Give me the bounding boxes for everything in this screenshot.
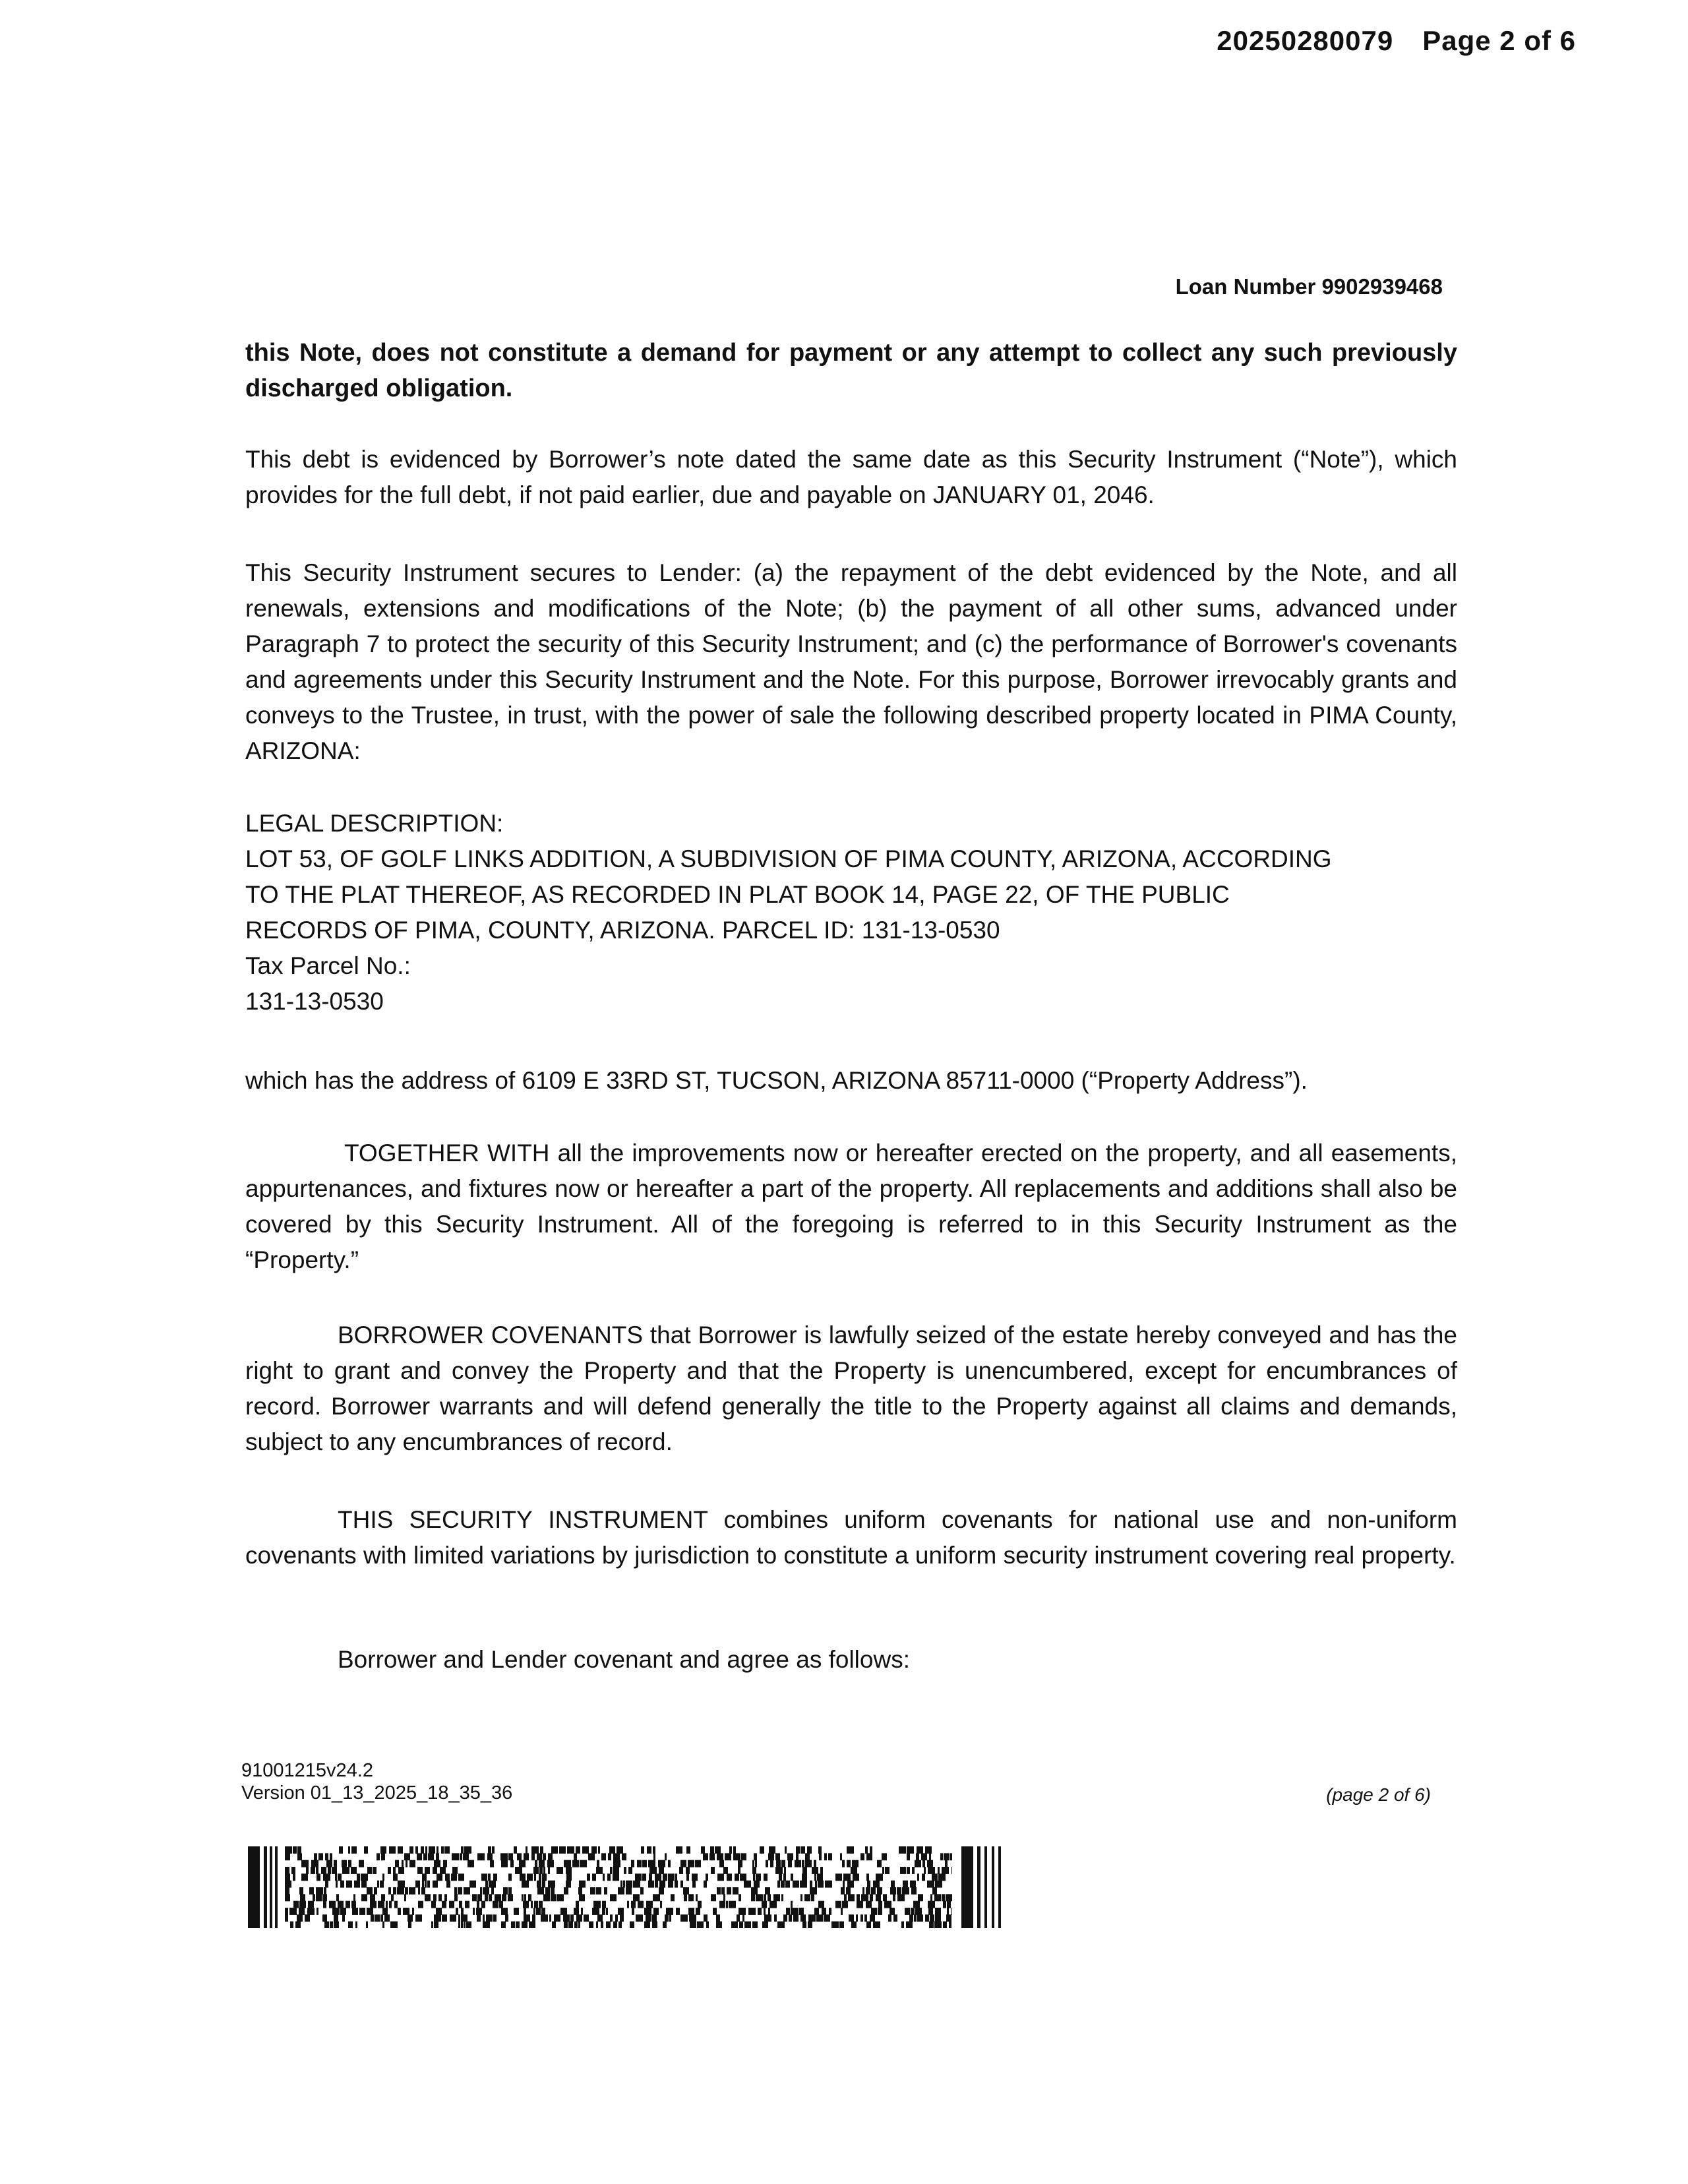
recording-number: 20250280079 <box>1217 25 1394 56</box>
legal-description-line: LOT 53, OF GOLF LINKS ADDITION, A SUBDIVISION OF PIMA COUNTY, ARIZONA, ACCORDING <box>245 845 1332 872</box>
tax-parcel-label: Tax Parcel No.: <box>245 952 411 979</box>
recording-page-label: Page 2 of 6 <box>1422 25 1576 56</box>
form-identifier <box>241 1759 512 1804</box>
loan-number: Loan Number 9902939468 <box>1175 274 1443 299</box>
legal-description-line: TO THE PLAT THEREOF, AS RECORDED IN PLAT BOOK 14, PAGE 22, OF THE PUBLIC <box>245 881 1230 908</box>
barcode-image <box>248 1846 1002 1928</box>
recording-header <box>1217 25 1576 57</box>
property-address-paragraph: which has the address of 6109 E 33RD ST, TUCSON, ARIZONA 85711-0000 (“Property Address”). <box>245 1067 1308 1094</box>
debt-paragraph: This debt is evidenced by Borrower’s note dated the same date as this Security Instrument (“Note”), which provides for the full debt, if not paid earlier, due and payable on JANUARY 01, 2046. <box>245 446 1457 508</box>
legal-description-heading: LEGAL DESCRIPTION: <box>245 810 504 837</box>
form-number: 91001215v24.2 <box>241 1760 373 1781</box>
borrower-covenants-paragraph: BORROWER COVENANTS that Borrower is lawfully seized of the estate hereby conveyed and has the right to grant and convey the Property and that the Property is unencumbered, except for encumbrances of record. Borrower warrants and will defend generally the title to the Property against all claims and demands, subject to any encumbrances of record. <box>245 1321 1457 1455</box>
form-version: Version 01_13_2025_18_35_36 <box>241 1782 513 1804</box>
secures-paragraph: This Security Instrument secures to Lender: (a) the repayment of the debt evidenced by the Note, and all renewals, extensions and modifications of the Note; (b) the payment of all other sums, advanced under Paragraph 7 to protect the security of this Security Instrument; and (c) the performance of Borrower's covenants and agreements under this Security Instrument and the Note. For this purpose, Borrower irrevocably grants and conveys to the Trustee, in trust, with the power of sale the following described property located in PIMA County, ARIZONA: <box>245 559 1457 764</box>
security-instrument-paragraph: THIS SECURITY INSTRUMENT combines uniform covenants for national use and non-uniform covenants with limited variations by jurisdiction to constitute a uniform security instrument covering real property. <box>245 1506 1457 1569</box>
tax-parcel-value: 131-13-0530 <box>245 988 384 1015</box>
together-with-paragraph: TOGETHER WITH all the improvements now or hereafter erected on the property, and all easements, appurtenances, and fixtures now or hereafter a part of the property. All replacements and additions shall also be covered by this Security Instrument. All of the foregoing is referred to in this Security Instrument as the “Property.” <box>245 1139 1457 1273</box>
bold-continuation-paragraph: this Note, does not constitute a demand for payment or any attempt to collect any such previously discharged obligation. <box>245 339 1457 402</box>
page-footer: (page 2 of 6) <box>1326 1784 1431 1805</box>
legal-description <box>245 806 1457 1019</box>
covenant-agreement-line: Borrower and Lender covenant and agree as follows: <box>338 1646 910 1673</box>
legal-description-line: RECORDS OF PIMA, COUNTY, ARIZONA. PARCEL ID: 131-13-0530 <box>245 917 1000 944</box>
